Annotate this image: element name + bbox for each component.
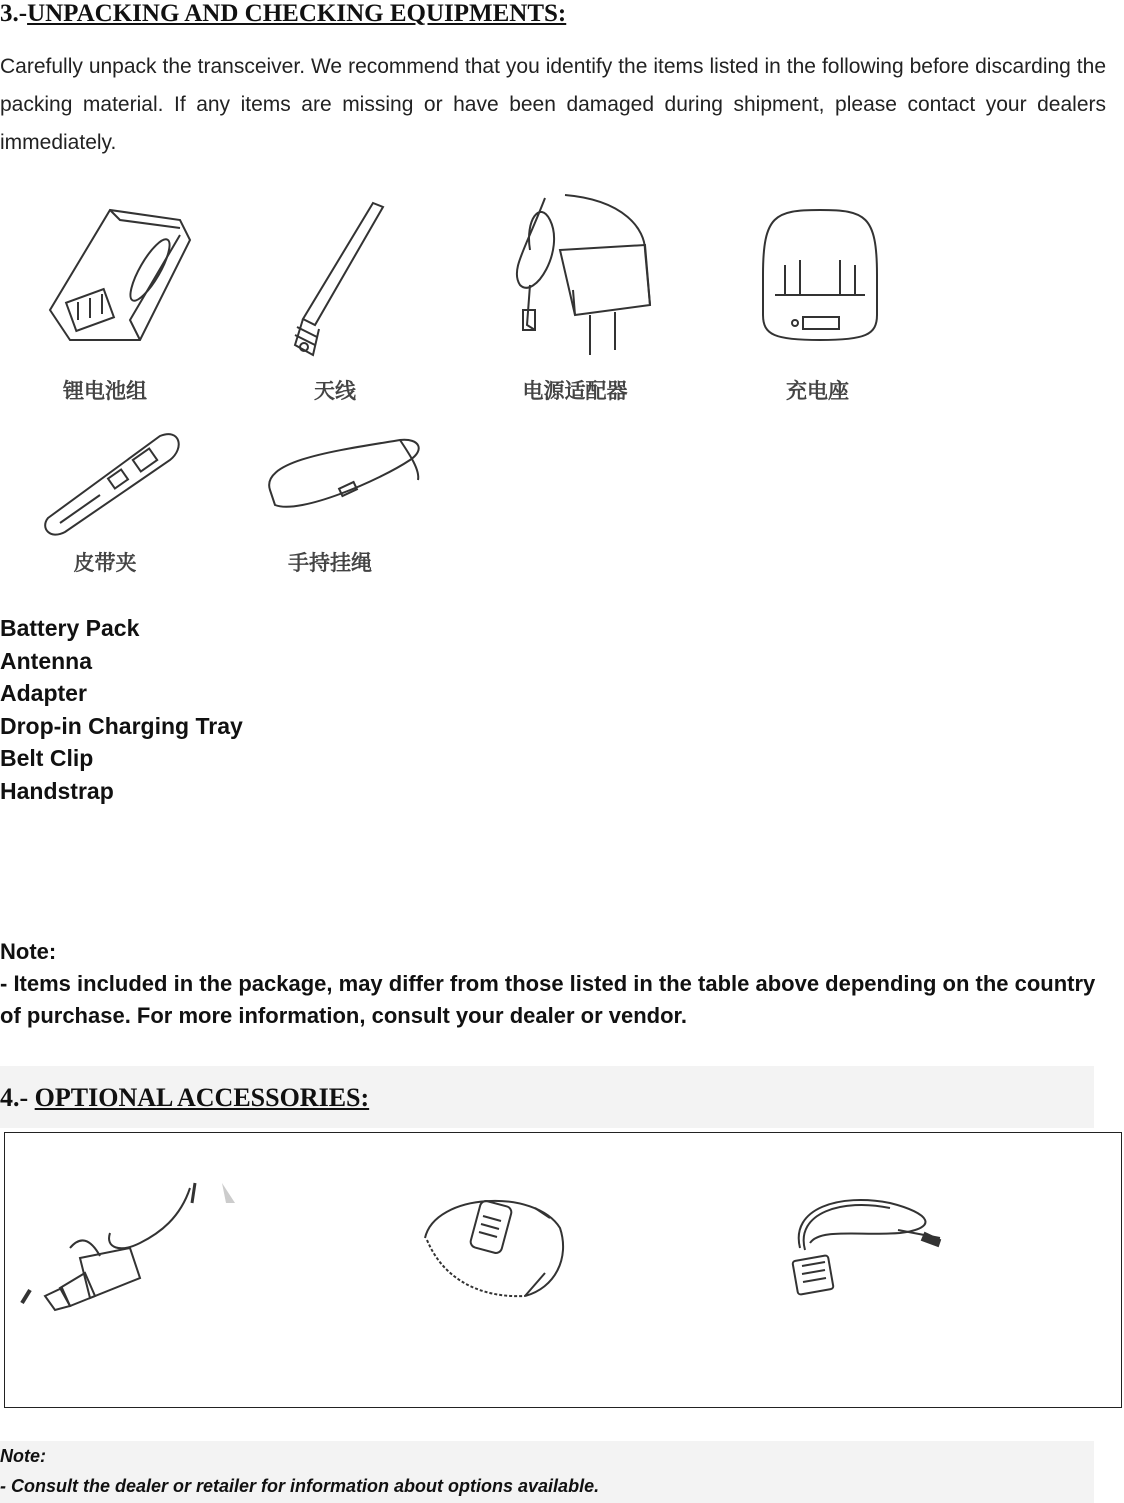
list-item: Belt Clip — [0, 745, 94, 772]
package-note-text: - Items included in the package, may differ from those listed in the table above depending on the country of purchase. For more information, consult your dealer or vendor. — [0, 971, 1096, 1028]
car-charger-icon — [10, 1178, 235, 1313]
battery-pack-icon — [40, 200, 200, 350]
package-note — [0, 936, 1110, 1032]
package-note-title: Note: — [0, 939, 57, 964]
list-item: Handstrap — [0, 777, 114, 804]
item-list — [0, 612, 243, 808]
handstrap-icon — [260, 430, 430, 530]
figure-label-belt-clip: 皮带夹 — [73, 552, 137, 575]
figure-label-antenna: 天线 — [314, 380, 356, 403]
figure-label-adapter: 电源适配器 — [522, 380, 628, 403]
power-adapter-icon — [505, 190, 665, 360]
figure-label-charger: 充电座 — [786, 380, 849, 403]
list-item: Drop-in Charging Tray — [0, 712, 243, 739]
charging-tray-icon — [755, 205, 885, 345]
figure-label-handstrap: 手持挂绳 — [288, 552, 372, 575]
list-item: Adapter — [0, 680, 87, 707]
belt-clip-icon — [40, 428, 190, 538]
section-4-heading — [0, 1083, 369, 1113]
options-note-title: Note: — [0, 1446, 46, 1466]
section-3-heading — [0, 0, 566, 28]
intro-paragraph: Carefully unpack the transceiver. We recommend that you identify the items listed in the following before discarding the packing material. If any items are missing or have been damaged during shipment, please contact your dealers immediately. — [0, 55, 1106, 154]
list-item: Battery Pack — [0, 615, 140, 641]
antenna-icon — [285, 195, 395, 360]
section-3-number: 3.- — [0, 0, 28, 27]
options-note-text: - Consult the dealer or retailer for information about options available. — [0, 1476, 600, 1496]
section-4-title: OPTIONAL ACCESSORIES: — [34, 1083, 370, 1112]
list-item: Antenna — [0, 647, 92, 674]
section-4-number: 4.- — [0, 1083, 29, 1112]
programming-cable-icon — [780, 1188, 945, 1303]
speaker-microphone-icon — [415, 1188, 570, 1303]
options-note — [0, 1441, 1094, 1503]
section-3-title: UNPACKING AND CHECKING EQUIPMENTS: — [27, 0, 567, 27]
figure-label-battery: 锂电池组 — [63, 380, 147, 403]
